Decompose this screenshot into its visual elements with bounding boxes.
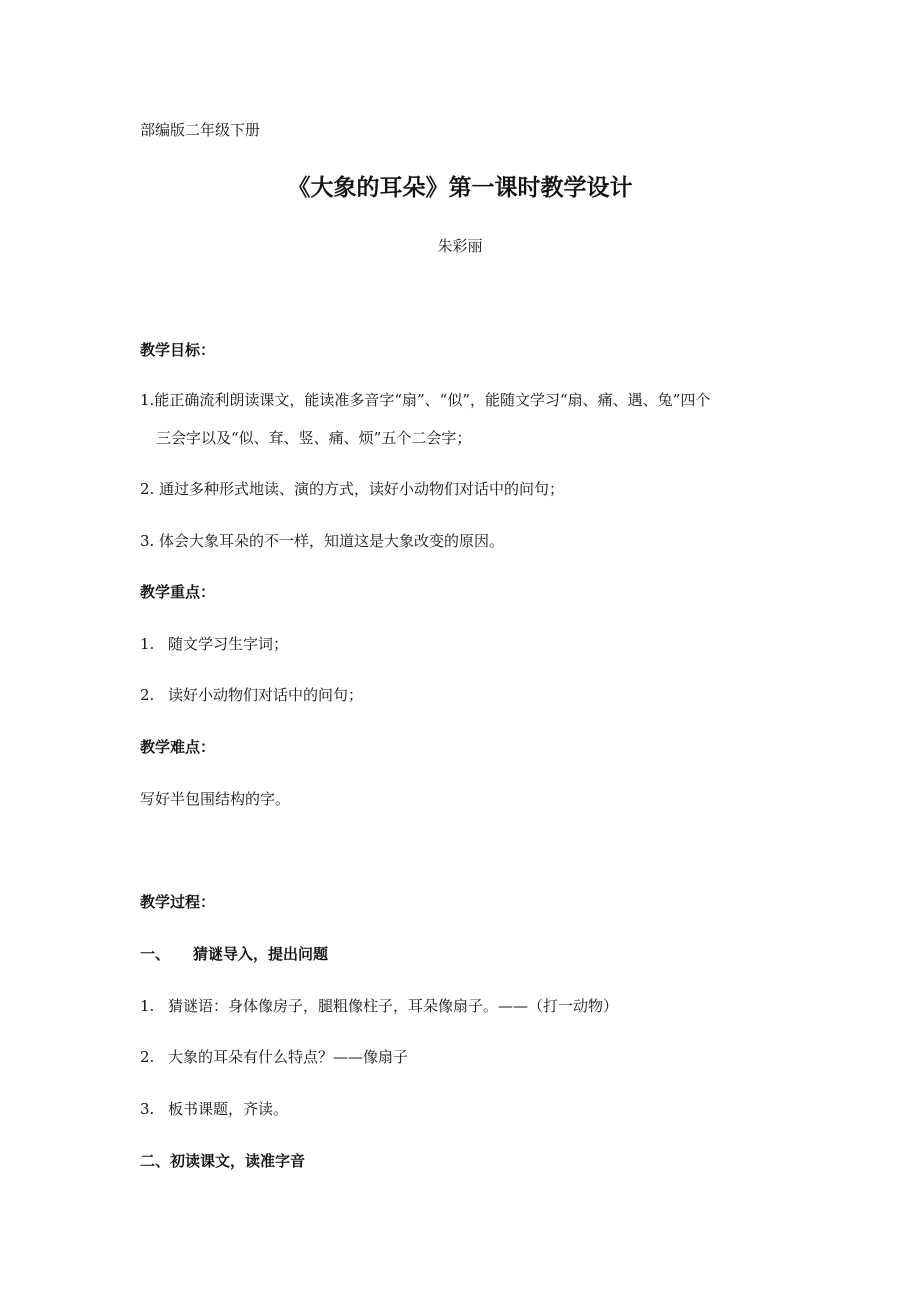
objective-text: 能正确流利朗读课文，能读准多音字“扇”、“似”，能随文学习“扇、痛、遇、兔”四个: [154, 391, 711, 409]
process-item-3: [140, 1099, 288, 1119]
objectives-heading: 教学目标：: [140, 341, 216, 359]
section-title: 猜谜导入，提出问题: [193, 945, 329, 963]
process-section-2: 二、初读课文，读准字音: [140, 1152, 306, 1170]
grade-label: 部编版二年级下册: [140, 121, 261, 139]
author-name: 朱彩丽: [437, 237, 483, 255]
objective-num: 3.: [140, 532, 155, 550]
objective-text: 通过多种形式地读、演的方式，读好小动物们对话中的问句；: [159, 480, 565, 498]
key-points-heading: 教学重点：: [140, 583, 216, 601]
process-text: 大象的耳朵有什么特点？——像扇子: [168, 1048, 409, 1066]
difficulties-heading: 教学难点：: [140, 738, 216, 756]
key-point-num: 1.: [140, 635, 155, 653]
key-point-text: 读好小动物们对话中的问句；: [168, 686, 364, 704]
objective-item-1: [140, 390, 710, 410]
objective-item-2: [140, 479, 564, 499]
objective-text: 体会大象耳朵的不一样，知道这是大象改变的原因。: [159, 532, 505, 550]
process-heading: 教学过程：: [140, 893, 216, 911]
key-point-item-1: [140, 634, 288, 654]
process-text: 猜谜语：身体像房子，腿粗像柱子，耳朵像扇子。——（打一动物）: [168, 997, 619, 1015]
objective-item-3: [140, 531, 504, 551]
process-text: 板书课题，齐读。: [168, 1100, 289, 1118]
objective-num: 1.: [140, 391, 155, 409]
key-point-item-2: [140, 685, 363, 705]
process-num: 2.: [140, 1048, 155, 1066]
process-item-1: [140, 996, 618, 1016]
difficulties-text: 写好半包围结构的字。: [140, 790, 291, 808]
process-num: 1.: [140, 997, 155, 1015]
objective-item-1-cont: 三会字以及“似、耷、竖、痛、烦”五个二会字；: [156, 429, 472, 447]
key-point-num: 2.: [140, 686, 155, 704]
key-point-text: 随文学习生字词；: [168, 635, 289, 653]
document-title: 《大象的耳朵》第一课时教学设计: [287, 175, 633, 201]
process-num: 3.: [140, 1100, 155, 1118]
objective-num: 2.: [140, 480, 155, 498]
process-section-1: [140, 944, 328, 964]
section-num: 一、: [140, 945, 171, 963]
process-item-2: [140, 1047, 408, 1067]
